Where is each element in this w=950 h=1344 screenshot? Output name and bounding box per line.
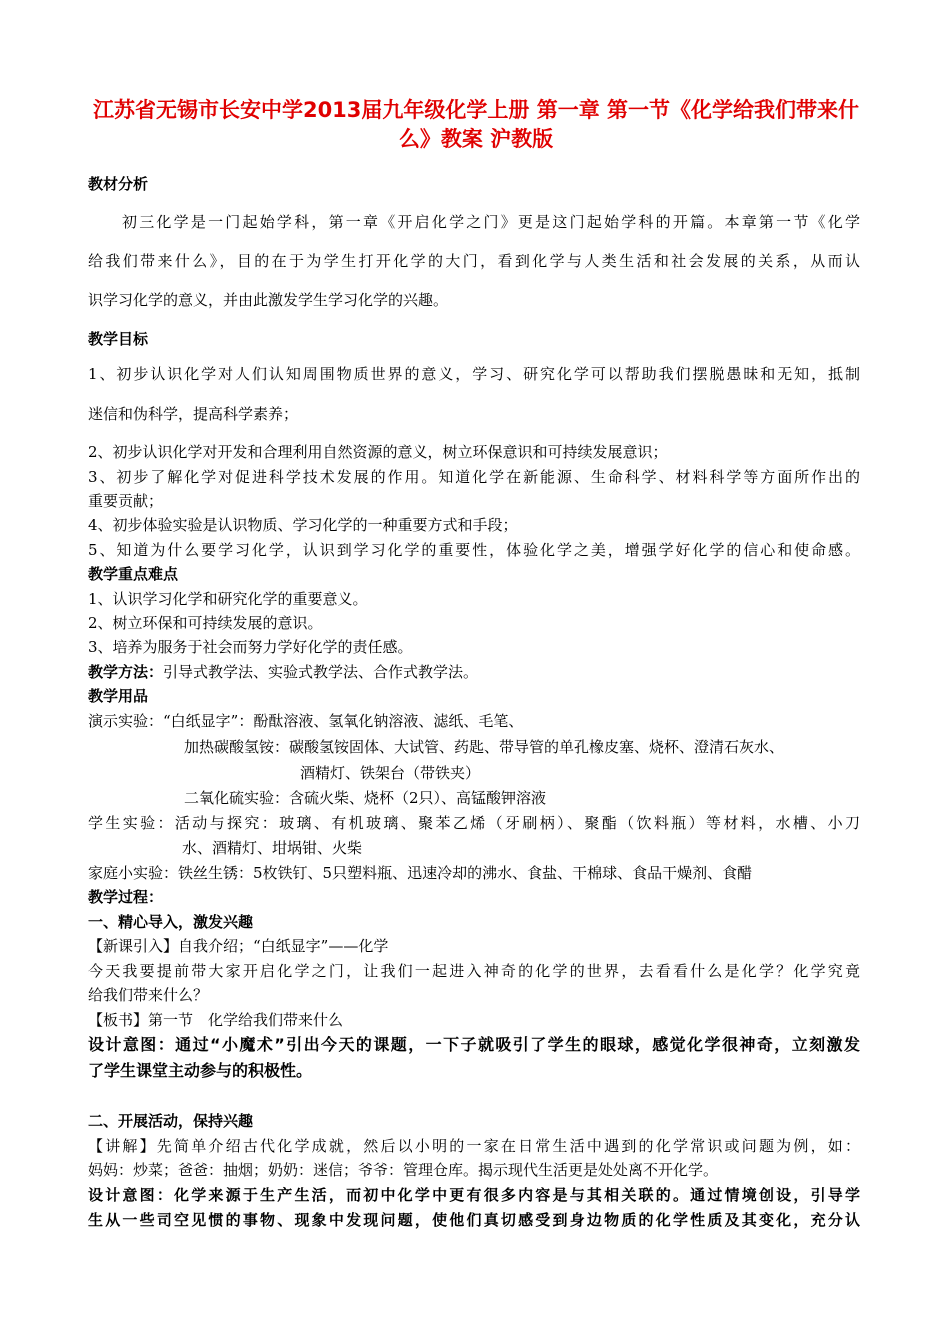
goal-line: 1、初步认识化学对人们认知周围物质世界的意义，学习、研究化学可以帮助我们摆脱愚昧和无知，抵制 (88, 365, 860, 383)
part1-design-line: 了学生课堂主动参与的积极性。 (88, 1061, 313, 1080)
goal-line: 2、初步认识化学对开发和合理利用自然资源的意义，树立环保意识和可持续发展意识； (88, 443, 668, 461)
material-line: 演示实验：“白纸显字”：酚酞溶液、氢氧化钠溶液、滤纸、毛笔、 (88, 712, 524, 730)
part2-heading: 二、开展活动，保持兴趣 (88, 1112, 254, 1130)
analysis-line: 初三化学是一门起始学科，第一章《开启化学之门》更是这门起始学科的开篇。本章第一节《化学 (122, 213, 860, 231)
section-heading-analysis: 教材分析 (88, 175, 149, 193)
part1-line: 给我们带来什么？ (88, 986, 209, 1004)
goal-line: 重要贡献； (88, 492, 164, 510)
material-line: 水、酒精灯、坩埚钳、火柴 (182, 839, 363, 857)
part1-heading: 一、精心导入，激发兴趣 (88, 913, 254, 931)
goal-line: 3、初步了解化学对促进科学技术发展的作用。知道化学在新能源、生命科学、材料科学等方面所作出的 (88, 468, 860, 486)
part1-design-line: 设计意图：通过“小魔术”引出今天的课题，一下子就吸引了学生的眼球，感觉化学很神奇，立刻激发 (88, 1035, 860, 1054)
method-label: 教学方法： (88, 663, 164, 681)
material-line: 酒精灯、铁架台（带铁夹） (300, 764, 481, 782)
goal-line: 4、初步体验实验是认识物质、学习化学的一种重要方式和手段； (88, 516, 518, 534)
analysis-line: 识学习化学的意义，并由此激发学生学习化学的兴趣。 (88, 291, 449, 309)
part2-design-line: 生从一些司空见惯的事物、现象中发现问题，使他们真切感受到身边物质的化学性质及其变化，充分认 (88, 1211, 860, 1229)
material-line: 二氧化硫实验：含硫火柴、烧杯（2只）、高锰酸钾溶液 (184, 789, 547, 807)
part2-line: 【讲解】先简单介绍古代化学成就，然后以小明的一家在日常生活中遇到的化学常识或问题为例，如： (88, 1137, 860, 1155)
goal-line: 迷信和伪科学，提高科学素养； (88, 405, 299, 423)
material-line: 学生实验：活动与探究：玻璃、有机玻璃、聚苯乙烯（牙刷柄）、聚酯（饮料瓶）等材料，水槽、小刀 (88, 814, 860, 832)
part1-line: 【板书】第一节 化学给我们带来什么 (88, 1011, 344, 1029)
method-text: 引导式教学法、实验式教学法、合作式教学法。 (163, 663, 479, 681)
goal-line: 5、知道为什么要学习化学，认识到学习化学的重要性，体验化学之美，增强学好化学的信心和使命感。 (88, 541, 860, 559)
part1-line: 今天我要提前带大家开启化学之门，让我们一起进入神奇的化学的世界，去看看什么是化学？化学究竟 (88, 962, 860, 980)
keypoint-line: 2、树立环保和可持续发展的意识。 (88, 614, 323, 632)
part2-design-line: 设计意图：化学来源于生产生活，而初中化学中更有很多内容是与其相关联的。通过情境创设，引导学 (88, 1186, 860, 1204)
document-title: 江苏省无锡市长安中学2013届九年级化学上册 第一章 第一节《化学给我们带来什么》教案 沪教版 (92, 98, 860, 151)
section-heading-materials: 教学用品 (88, 687, 149, 705)
keypoint-line: 1、认识学习化学和研究化学的重要意义。 (88, 590, 368, 608)
analysis-line: 给我们带来什么》，目的在于为学生打开化学的大门，看到化学与人类生活和社会发展的关系，从而认 (88, 252, 860, 270)
part2-line: 妈妈：炒菜；爸爸：抽烟；奶奶：迷信；爷爷：管理仓库。揭示现代生活更是处处离不开化学。 (88, 1161, 719, 1179)
part1-line: 【新课引入】自我介绍；“白纸显字”——化学 (88, 937, 389, 955)
section-heading-process: 教学过程： (88, 888, 164, 906)
method-line (88, 662, 478, 682)
section-heading-goals: 教学目标 (88, 330, 149, 348)
keypoint-line: 3、培养为服务于社会而努力学好化学的责任感。 (88, 638, 413, 656)
material-line: 家庭小实验：铁丝生锈：5枚铁钉、5只塑料瓶、迅速冷却的沸水、食盐、干棉球、食品干燥剂、食醋 (88, 864, 753, 882)
section-heading-keypoints: 教学重点难点 (88, 565, 179, 583)
material-line: 加热碳酸氢铵：碳酸氢铵固体、大试管、药匙、带导管的单孔橡皮塞、烧杯、澄清石灰水、 (184, 738, 785, 756)
